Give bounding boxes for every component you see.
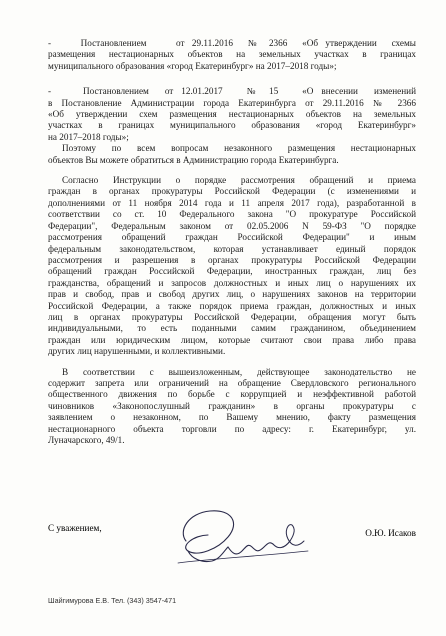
instruction-line: Российской Федерации, а также порядок приема граждан, должностных и иных: [48, 300, 416, 311]
closing-text: С уважением,: [48, 523, 102, 533]
conclusion-line: общественного движения по борьбе с коррупцией и неэффективной работой: [48, 389, 416, 400]
instruction-line: обращений граждан Российской Федерации, иностранных граждан, лиц без: [48, 266, 416, 277]
closing-block: [48, 523, 416, 583]
decree-2-line-2: в Постановление Администрации города Екатеринбурга от 29.11.2016 № 2366: [48, 97, 416, 108]
instruction-line: Согласно Инструкции о порядке рассмотрения обращений и приема: [62, 175, 416, 186]
decree-2-line-4: участках в границах муниципального образования «город Екатеринбург»: [48, 120, 416, 131]
conclusion-line: нестационарного объекта торговли по адресу: г. Екатеринбург, ул.: [48, 423, 416, 434]
instruction-line: прав и свобод, прав и свобод других лиц, о нарушениях законов на территории: [48, 289, 416, 300]
instruction-line: индивидуальными, то есть поданными самим гражданином, объединением: [48, 323, 416, 334]
instruction-line: соответствии со ст. 10 Федерального закона "О прокуратуре Российской: [48, 209, 416, 220]
instruction-line: рассмотрения и разрешения в органах прокуратуры Российской Федерации: [48, 254, 416, 265]
decree-1-line-2: размещения нестационарных объектов на земельных участках в границах: [48, 49, 416, 60]
decree-2-line-5: на 2017–2018 годы»;: [48, 131, 129, 142]
question-line-2: объектов Вы можете обратиться в Администрацию города Екатеринбурга.: [48, 154, 339, 165]
instruction-line: дополнениями от 11 ноября 2014 года и 11 апреля 2017 года), разработанной в: [48, 197, 416, 208]
decree-2-line-3: «Об утверждении схем размещения нестационарных объектов на земельных: [48, 109, 416, 120]
signer-name: О.Ю. Исаков: [365, 528, 416, 538]
instruction-line: граждан в органах прокуратуры Российской Федерации (с изменениями и: [48, 186, 416, 197]
instruction-line: граждан или юридическим лицом, которые считают свои права либо права: [48, 334, 416, 345]
decree-1-line-1: - Постановлением от 29.11.2016 № 2366 «Об утверждении схемы: [48, 38, 416, 48]
conclusion-line: Луначарского, 49/1.: [48, 435, 125, 445]
handwritten-signature: [158, 501, 328, 581]
question-paragraph: [48, 143, 416, 166]
conclusion-line: В соответствии с вышеизложенным, действующее законодательство не: [62, 366, 416, 377]
instruction-line: других лиц нарушенными, и коллективными.: [48, 346, 226, 357]
instruction-line: Федерации", Федеральным законом от 02.05.2006 N 59-ФЗ "О порядке: [48, 220, 416, 231]
instruction-line: гражданства, обращений и запросов должностных и иных лиц о нарушениях их: [48, 277, 416, 288]
decree-1-line-3: муниципального образования «город Екатеринбург» на 2017–2018 годы»;: [48, 60, 337, 71]
instruction-line: лиц в органах прокуратуры Российской Федерации, обращения могут быть: [48, 311, 416, 322]
instruction-paragraph: [48, 175, 416, 358]
conclusion-line: чиновников «Законопослушный гражданин» в органы прокуратуры с: [48, 400, 416, 411]
decree-paragraph-1: [48, 38, 416, 72]
question-line-1: Поэтому по всем вопросам незаконного размещения нестационарных: [62, 143, 416, 154]
instruction-line: федеральным законодательством, которая устанавливает единый порядок: [48, 243, 416, 254]
conclusion-paragraph: [48, 367, 416, 447]
conclusion-line: содержит запрета или ограничений на обращение Свердловского регионального: [48, 377, 416, 388]
instruction-line: рассмотрения обращений граждан Российской Федерации" и иным: [48, 232, 416, 243]
decree-2-line-1: - Постановлением от 12.01.2017 № 15 «О внесении изменений: [48, 86, 416, 97]
decree-paragraph-2: [48, 86, 416, 143]
executor-contact: Шайгимурова Е.В. Тел. (343) 3547-471: [48, 596, 177, 605]
conclusion-line: заявлением о незаконном, по Вашему мнению, факту размещения: [48, 412, 416, 423]
